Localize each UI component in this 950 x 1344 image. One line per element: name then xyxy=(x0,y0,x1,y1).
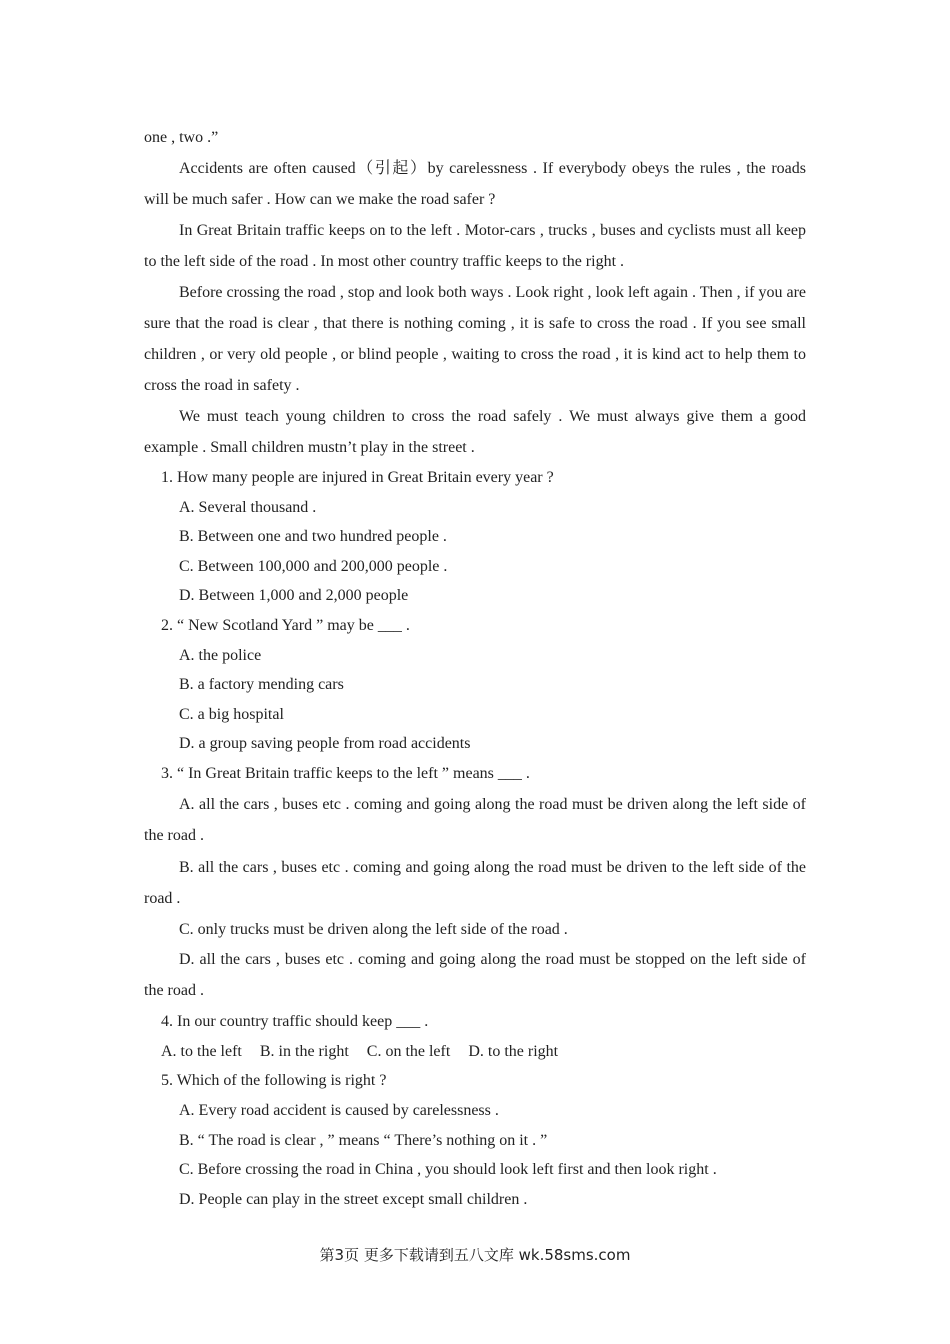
answer-option: B. “ The road is clear , ” means “ There’s nothing on it . ” xyxy=(179,1131,548,1149)
answer-option: C. Before crossing the road in China , you should look left first and then look right . xyxy=(179,1161,717,1179)
answer-option: B. all the cars , buses etc . coming and going along the road must be driven to the left side of the road . xyxy=(144,858,806,907)
passage-paragraph: In Great Britain traffic keeps on to the left . Motor-cars , trucks , buses and cyclists must all keep to the left side of the road . In most other country traffic keeps to the right . xyxy=(144,222,806,270)
answer-option: C. Between 100,000 and 200,000 people . xyxy=(179,557,448,575)
answer-option: B. a factory mending cars xyxy=(179,676,344,694)
question-stem: 3. “ In Great Britain traffic keeps to the left ” means ___ . xyxy=(161,764,530,782)
question-stem: 4. In our country traffic should keep ___ . xyxy=(161,1013,429,1031)
question-stem: 1. How many people are injured in Great Britain every year ? xyxy=(161,469,554,486)
page-footer xyxy=(0,1244,950,1265)
answer-option: B. in the right xyxy=(259,1042,349,1060)
answer-option: C. only trucks must be driven along the left side of the road . xyxy=(179,920,568,938)
answer-option: A. all the cars , buses etc . coming and going along the road must be driven along the left side of the road . xyxy=(144,795,806,844)
answer-option: D. all the cars , buses etc . coming and going along the road must be stopped on the left side of the road . xyxy=(144,951,806,1000)
answer-option: A. Several thousand . xyxy=(179,498,317,516)
answer-option: D. to the right xyxy=(468,1042,559,1060)
document-body xyxy=(144,122,806,1214)
passage-paragraph: Accidents are often caused（引起）by carelessness . If everybody obeys the rules , the roads will be much safer . How can we make the road safer ? xyxy=(144,160,806,208)
answer-option: A. the police xyxy=(179,646,262,664)
passage-line-continuation: one , two .” xyxy=(144,129,219,146)
answer-option: A. to the left xyxy=(161,1042,242,1060)
passage-paragraph: We must teach young children to cross the road safely . We must always give them a good example . Small children mustn’t play in the street . xyxy=(144,408,806,456)
footer-text: 第3页 更多下载请到五八文库 wk.58sms.com xyxy=(319,1246,631,1264)
answer-option: A. Every road accident is caused by carelessness . xyxy=(179,1101,499,1119)
answer-option: B. Between one and two hundred people . xyxy=(179,528,447,546)
answer-option: D. People can play in the street except small children . xyxy=(179,1190,528,1208)
answer-option: C. on the left xyxy=(366,1042,451,1060)
answer-option: D. Between 1,000 and 2,000 people xyxy=(179,587,409,605)
answer-option: D. a group saving people from road accidents xyxy=(179,735,471,753)
question-stem: 5. Which of the following is right ? xyxy=(161,1072,387,1090)
inline-answer-options xyxy=(144,1037,806,1067)
question-stem: 2. “ New Scotland Yard ” may be ___ . xyxy=(161,616,410,634)
passage-paragraph: Before crossing the road , stop and look both ways . Look right , look left again . Then , if you are sure that the road is clear , that there is nothing coming , it is safe to cross the road . If you see small children , or very old people , or blind people , waiting to cross the road , it is kind act to help them to cross the road in safety . xyxy=(144,284,806,394)
answer-option: C. a big hospital xyxy=(179,705,284,723)
